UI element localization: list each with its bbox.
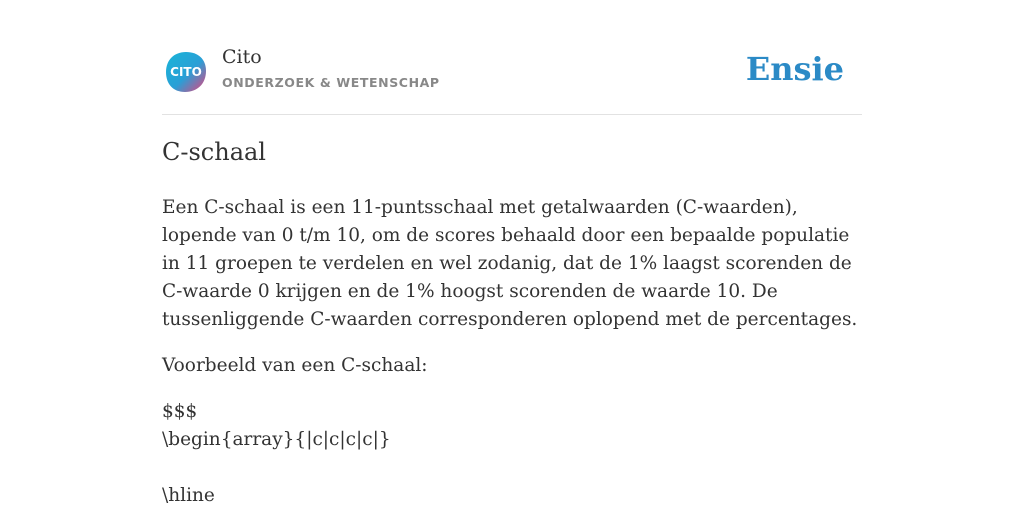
example-intro: Voorbeeld van een C-schaal:: [162, 355, 428, 376]
brand-name[interactable]: Cito: [222, 46, 262, 68]
code-line: [162, 454, 862, 482]
code-line: \hline: [162, 485, 215, 506]
article-title: C-schaal: [162, 138, 266, 166]
header: [162, 44, 862, 115]
brand-subtitle: ONDERZOEK & WETENSCHAP: [222, 75, 440, 90]
article: [162, 134, 862, 510]
logo-text: CITO: [170, 65, 202, 79]
cito-logo[interactable]: [164, 50, 208, 94]
code-line: $$$: [162, 401, 198, 422]
code-line: \begin{array}{|c|c|c|c|}: [162, 429, 391, 450]
article-paragraph: Een C-schaal is een 11-puntsschaal met getalwaarden (C-waarden), lopende van 0 t/m 10, om de scores behaald door een bepaalde populatie in 11 groepen te verdelen en wel zodanig, dat de 1% laagst scorenden de C-waarde 0 krijgen en de 1% hoogst scorenden de waarde 10. De tussenliggende C-waarden corresponderen oplopend met de percentages.: [162, 197, 858, 330]
site-logo-ensie[interactable]: Ensie: [745, 50, 844, 88]
